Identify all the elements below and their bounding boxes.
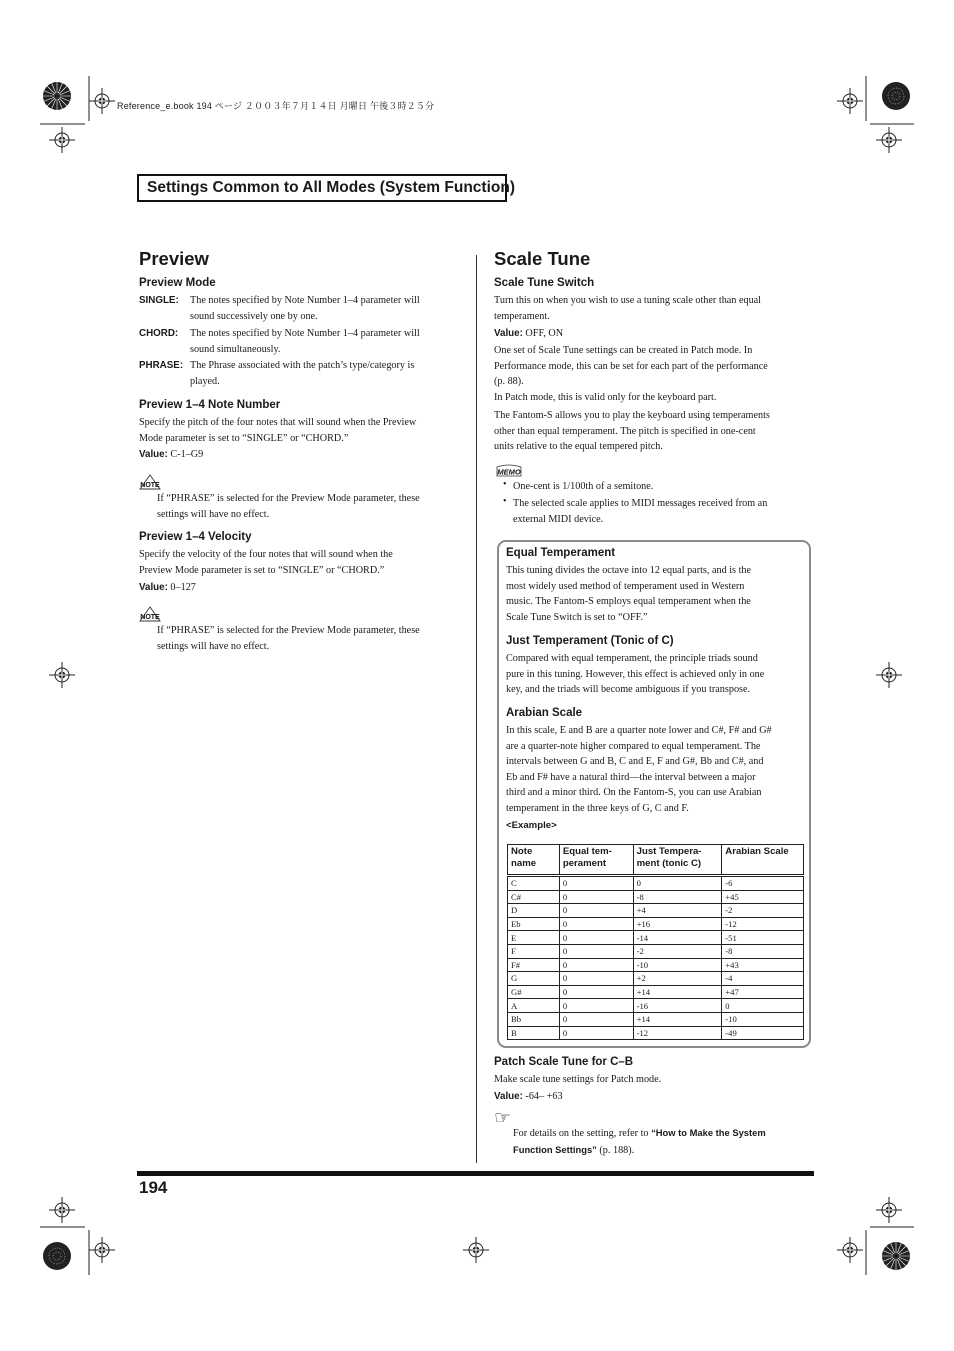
table-cell: F# bbox=[508, 958, 560, 972]
text-line: third and a minor third. On the Fantom-S, you can use Arabian bbox=[506, 787, 762, 798]
table-cell: -49 bbox=[722, 1026, 804, 1040]
note-number-note bbox=[157, 491, 467, 522]
table-row bbox=[508, 931, 804, 945]
text-line: The Fantom-S allows you to play the keyboard using temperaments bbox=[494, 410, 770, 421]
table-cell: 0 bbox=[633, 876, 722, 891]
table-cell: A bbox=[508, 999, 560, 1013]
switch-value bbox=[494, 326, 563, 342]
table-cell: -14 bbox=[633, 931, 722, 945]
table-cell: -2 bbox=[633, 944, 722, 958]
note-line: If “PHRASE” is selected for the Preview Mode parameter, these bbox=[157, 493, 420, 504]
table-cell: 0 bbox=[559, 917, 633, 931]
text-line: One set of Scale Tune settings can be created in Patch mode. In bbox=[494, 345, 753, 356]
table-cell: -8 bbox=[722, 944, 804, 958]
table-row bbox=[508, 958, 804, 972]
table-row bbox=[508, 917, 804, 931]
text-line: Preview Mode parameter is set to “SINGLE” or “CHORD.” bbox=[139, 564, 385, 576]
text-line: intervals between G and B, C and E, F and G#, Bb and C#, and bbox=[506, 756, 764, 767]
ref-suffix: (p. 188). bbox=[596, 1144, 635, 1156]
table-cell: 0 bbox=[559, 931, 633, 945]
text-line: In this scale, E and B are a quarter note lower and C#, F# and G# bbox=[506, 725, 772, 736]
table-cell: -51 bbox=[722, 931, 804, 945]
column-divider bbox=[476, 255, 477, 1163]
table-row bbox=[508, 876, 804, 891]
text-line: other than equal temperament. The pitch is specified in one-cent bbox=[494, 425, 756, 437]
memo-icon bbox=[494, 463, 524, 479]
table-cell: +14 bbox=[633, 1012, 722, 1026]
table-header-row bbox=[508, 845, 804, 876]
table-cell: 0 bbox=[559, 972, 633, 986]
text-line: Make scale tune settings for Patch mode. bbox=[494, 1074, 662, 1085]
example-label: <Example> bbox=[506, 820, 557, 831]
table-row bbox=[508, 944, 804, 958]
table-row bbox=[508, 890, 804, 904]
scale-tune-switch-heading: Scale Tune Switch bbox=[494, 277, 595, 289]
memo-icon-label: MEMO bbox=[497, 467, 521, 477]
table-cell: F bbox=[508, 944, 560, 958]
def-term: SINGLE: bbox=[139, 295, 179, 306]
text-line: pure in this tuning. However, this effect is achieved only in one bbox=[506, 668, 765, 680]
table-cell: +2 bbox=[633, 972, 722, 986]
table-cell: G bbox=[508, 972, 560, 986]
just-temperament-heading: Just Temperament (Tonic of C) bbox=[506, 635, 674, 647]
switch-para-3 bbox=[494, 408, 814, 455]
def-line: sound simultaneously. bbox=[190, 343, 281, 355]
text-line: Compared with equal temperament, the principle triads sound bbox=[506, 653, 758, 664]
def-term: CHORD: bbox=[139, 328, 179, 339]
text-line: temperament. bbox=[494, 310, 550, 322]
memo-line: external MIDI device. bbox=[513, 513, 604, 525]
table-cell: Bb bbox=[508, 1012, 560, 1026]
table-cell: -4 bbox=[722, 972, 804, 986]
table-row bbox=[508, 1026, 804, 1040]
text-line: This tuning divides the octave into 12 equal parts, and is the bbox=[506, 565, 752, 576]
table-cell: C bbox=[508, 876, 560, 891]
text-line: key, and the triads will become ambiguous if you transpose. bbox=[506, 684, 751, 695]
velocity-text bbox=[139, 547, 469, 578]
table-row bbox=[508, 1012, 804, 1026]
section-title: Settings Common to All Modes (System Function) bbox=[137, 174, 507, 202]
note-icon bbox=[139, 474, 161, 490]
table-cell: +43 bbox=[722, 958, 804, 972]
header-note-name: Note name bbox=[508, 845, 560, 876]
text-line: units relative to the equal tempered pitch. bbox=[494, 441, 663, 452]
ref-link-part-1[interactable]: “How to Make the System bbox=[651, 1127, 766, 1138]
header-just: Just Tempera- ment (tonic C) bbox=[633, 845, 722, 876]
table-cell: 0 bbox=[559, 999, 633, 1013]
text-line: Specify the pitch of the four notes that will sound when the Preview bbox=[139, 417, 417, 428]
def-line: The notes specified by Note Number 1–4 parameter will bbox=[190, 328, 420, 339]
text-line: Mode parameter is set to “SINGLE” or “CHORD.” bbox=[139, 432, 349, 444]
value-text: -64– +63 bbox=[525, 1091, 563, 1102]
table-cell: 0 bbox=[559, 890, 633, 904]
scale-tune-title: Scale Tune bbox=[494, 248, 591, 269]
text-line: temperament in the three keys of G, C and F. bbox=[506, 802, 689, 814]
value-label: Value: bbox=[494, 328, 523, 339]
table-cell: 0 bbox=[559, 958, 633, 972]
equal-temperament-heading: Equal Temperament bbox=[506, 547, 616, 559]
switch-text bbox=[494, 293, 814, 324]
header-arabian: Arabian Scale bbox=[722, 845, 804, 876]
table-cell: C# bbox=[508, 890, 560, 904]
note-line: settings will have no effect. bbox=[157, 640, 270, 652]
just-temperament-text bbox=[506, 651, 806, 698]
table-row bbox=[508, 985, 804, 999]
table-cell: 0 bbox=[559, 876, 633, 891]
patch-scale-value bbox=[494, 1089, 563, 1105]
table-cell: +47 bbox=[722, 985, 804, 999]
text-line: (p. 88). bbox=[494, 376, 524, 387]
table-cell: -2 bbox=[722, 904, 804, 918]
text-line: Eb and F# have a natural third—the interval between a major bbox=[506, 771, 756, 783]
table-cell: E bbox=[508, 931, 560, 945]
patch-scale-tune-heading: Patch Scale Tune for C–B bbox=[494, 1056, 634, 1068]
table-cell: +4 bbox=[633, 904, 722, 918]
def-line: The notes specified by Note Number 1–4 parameter will bbox=[190, 295, 420, 306]
value-text: 0–127 bbox=[170, 582, 196, 593]
text-line: Turn this on when you wish to use a tuning scale other than equal bbox=[494, 295, 762, 306]
value-label: Value: bbox=[139, 449, 168, 460]
table-cell: -10 bbox=[633, 958, 722, 972]
table-cell: -16 bbox=[633, 999, 722, 1013]
value-text: OFF, ON bbox=[525, 328, 564, 339]
table-cell: 0 bbox=[559, 1026, 633, 1040]
pointing-hand-icon: ☞ bbox=[494, 1107, 512, 1129]
table-cell: G# bbox=[508, 985, 560, 999]
patch-scale-text bbox=[494, 1072, 814, 1088]
memo-item-2 bbox=[513, 496, 813, 527]
table-cell: D bbox=[508, 904, 560, 918]
value-text: C-1–G9 bbox=[170, 449, 204, 460]
table-cell: +14 bbox=[633, 985, 722, 999]
arabian-scale-heading: Arabian Scale bbox=[506, 707, 583, 719]
table-cell: -8 bbox=[633, 890, 722, 904]
table-row bbox=[508, 904, 804, 918]
table-cell: B bbox=[508, 1026, 560, 1040]
scale-table bbox=[507, 844, 804, 1040]
note-line: settings will have no effect. bbox=[157, 508, 270, 520]
text-line: Performance mode, this can be set for each part of the performance bbox=[494, 360, 768, 372]
preview-title: Preview bbox=[139, 248, 209, 269]
velocity-note bbox=[157, 623, 467, 654]
text-line: most widely used method of temperament used in Western bbox=[506, 580, 745, 592]
note-icon-label: NOTE bbox=[140, 614, 160, 621]
bullet-dot: • bbox=[503, 479, 507, 490]
value-label: Value: bbox=[494, 1091, 523, 1102]
equal-temperament-text bbox=[506, 563, 806, 625]
note-number-text bbox=[139, 415, 469, 446]
ref-link-part-2[interactable]: Function Settings” bbox=[513, 1143, 597, 1155]
file-header-line: Reference_e.book 194 ページ ２００３年７月１４日 月曜日 午後３時２５分 bbox=[117, 101, 435, 111]
note-line: If “PHRASE” is selected for the Preview Mode parameter, these bbox=[157, 625, 420, 636]
def-line: The Phrase associated with the patch’s type/category is bbox=[190, 360, 415, 371]
text-line: are a quarter-note higher compared to equal temperament. The bbox=[506, 740, 761, 752]
table-cell: -10 bbox=[722, 1012, 804, 1026]
table-cell: Eb bbox=[508, 917, 560, 931]
table-row bbox=[508, 972, 804, 986]
text-line: Specify the velocity of the four notes that will sound when the bbox=[139, 549, 393, 560]
def-line: sound successively one by one. bbox=[190, 310, 318, 322]
table-cell: -12 bbox=[722, 917, 804, 931]
table-cell: +45 bbox=[722, 890, 804, 904]
value-label: Value: bbox=[139, 582, 168, 593]
table-cell: -6 bbox=[722, 876, 804, 891]
memo-item-1 bbox=[513, 479, 813, 495]
bullet-dot: • bbox=[503, 496, 507, 507]
table-cell: +16 bbox=[633, 917, 722, 931]
note-number-value bbox=[139, 447, 203, 463]
text-line: In Patch mode, this is valid only for the keyboard part. bbox=[494, 392, 717, 403]
def-term: PHRASE: bbox=[139, 360, 184, 371]
table-cell: -12 bbox=[633, 1026, 722, 1040]
preview-mode-heading: Preview Mode bbox=[139, 277, 216, 289]
switch-para-1 bbox=[494, 343, 814, 390]
velocity-value bbox=[139, 580, 196, 596]
text-line: Scale Tune Switch is set to “OFF.” bbox=[506, 611, 648, 623]
table-row bbox=[508, 999, 804, 1013]
arabian-scale-text bbox=[506, 723, 806, 816]
header-equal: Equal tem- perament bbox=[559, 845, 633, 876]
memo-line: One-cent is 1/100th of a semitone. bbox=[513, 481, 654, 492]
table-cell: 0 bbox=[722, 999, 804, 1013]
table-cell: 0 bbox=[559, 1012, 633, 1026]
velocity-heading: Preview 1–4 Velocity bbox=[139, 531, 252, 543]
note-icon bbox=[139, 606, 161, 622]
def-line: played. bbox=[190, 375, 220, 387]
switch-para-2 bbox=[494, 390, 814, 406]
reference-text bbox=[513, 1125, 813, 1158]
table-cell: 0 bbox=[559, 944, 633, 958]
memo-line: The selected scale applies to MIDI messages received from an bbox=[513, 498, 768, 509]
ref-prefix: For details on the setting, refer to bbox=[513, 1128, 652, 1139]
note-icon-label: NOTE bbox=[140, 482, 160, 489]
page-number: 194 bbox=[139, 1178, 168, 1197]
table-cell: 0 bbox=[559, 985, 633, 999]
table-cell: 0 bbox=[559, 904, 633, 918]
footer-rule bbox=[137, 1171, 814, 1176]
text-line: music. The Fantom-S employs equal temperament when the bbox=[506, 596, 751, 607]
note-number-heading: Preview 1–4 Note Number bbox=[139, 399, 281, 411]
